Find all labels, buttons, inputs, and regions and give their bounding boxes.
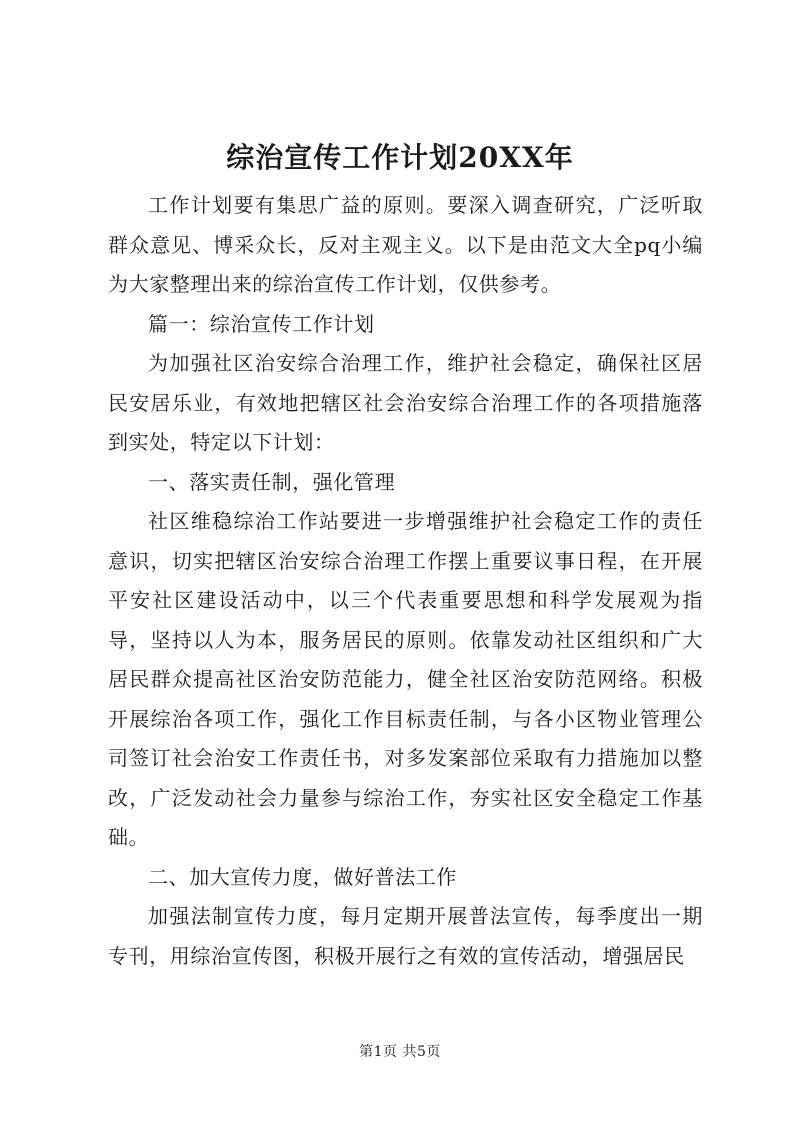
section-heading-one: 一、落实责任制，强化管理 bbox=[148, 469, 396, 494]
body-paragraph: 为加强社区治安综合治理工作，维护社会稳定，确保社区居民安居乐业，有效地把辖区社会治安综合治理工作的各项措施落到实处，特定以下计划： bbox=[108, 351, 703, 454]
intro-paragraph: 工作计划要有集思广益的原则。要深入调查研究，广泛听取群众意见、博采众长，反对主观主义。以下是由范文大全pq小编为大家整理出来的综治宣传工作计划，仅供参考。 bbox=[108, 193, 703, 296]
body-paragraph: 社区维稳综治工作站要进一步增强维护社会稳定工作的责任意识，切实把辖区治安综合治理工作摆上重要议事日程，在开展平安社区建设活动中，以三个代表重要思想和科学发展观为指导，坚持以人为本，服务居民的原则。依靠发动社区组织和广大居民群众提高社区治安防范能力，健全社区治安防范网络。积极开展综治各项工作，强化工作目标责任制，与各小区物业管理公司签订社会治安工作责任书，对多发案部位采取有力措施加以整改，广泛发动社会力量参与综治工作，夯实社区安全稳定工作基础。 bbox=[108, 509, 703, 849]
document-body bbox=[108, 186, 703, 976]
section-heading-part-one: 篇一：综治宣传工作计划 bbox=[148, 311, 375, 336]
page-number-footer: 第1页 共5页 bbox=[359, 1044, 441, 1060]
document-title: 综治宣传工作计划20XX年 bbox=[226, 141, 574, 174]
section-heading-two: 二、加大宣传力度，做好普法工作 bbox=[148, 864, 457, 889]
body-paragraph: 加强法制宣传力度，每月定期开展普法宣传，每季度出一期专刊，用综治宣传图，积极开展行之有效的宣传活动，增强居民 bbox=[108, 904, 703, 968]
